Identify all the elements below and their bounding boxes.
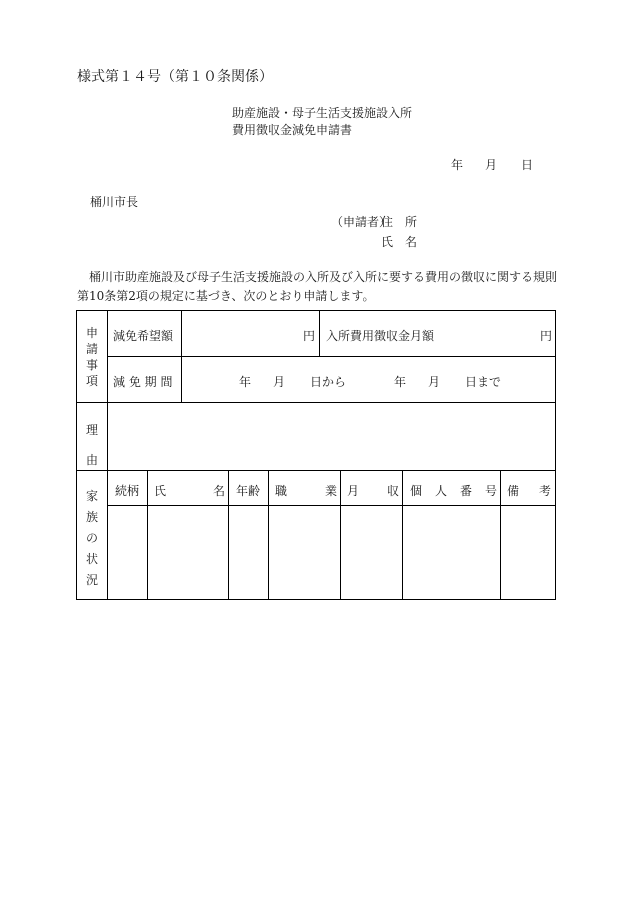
date-month: 月 xyxy=(485,158,498,172)
section-label-application: 申 請 事 項 xyxy=(85,326,98,388)
col-divider xyxy=(340,470,341,600)
col-header-mynumber-3: 番 xyxy=(460,484,473,498)
col-header-name-a: 氏 xyxy=(154,484,167,498)
col-divider xyxy=(107,311,108,402)
col-divider xyxy=(107,470,108,600)
section-label-family: 家 族 の 状 況 xyxy=(85,489,98,587)
col-divider xyxy=(147,470,148,600)
period-to-day: 日まで xyxy=(465,375,502,389)
col-divider xyxy=(268,470,269,600)
monthly-fee-yen: 円 xyxy=(540,329,553,343)
period-from-day: 日から xyxy=(310,375,347,389)
addressee: 桶川市長 xyxy=(90,195,139,209)
date-year: 年 xyxy=(451,158,464,172)
document-title-line1: 助産施設・母子生活支援施設入所 xyxy=(232,106,413,120)
col-header-age: 年齢 xyxy=(236,484,261,498)
applicant-prefix: （申請者） xyxy=(331,215,392,229)
document-title-line2: 費用徴収金減免申請書 xyxy=(232,123,353,137)
applicant-name-label: 氏 名 xyxy=(381,235,418,249)
col-divider xyxy=(319,311,320,356)
monthly-fee-label: 入所費用徴収金月額 xyxy=(326,329,435,343)
col-header-income-b: 収 xyxy=(387,484,400,498)
col-header-mynumber-4: 号 xyxy=(485,484,498,498)
col-header-job-b: 業 xyxy=(325,484,338,498)
applicant-address-label: 住 所 xyxy=(381,215,418,229)
col-header-income-a: 月 xyxy=(347,484,360,498)
desired-reduction-yen: 円 xyxy=(303,329,316,343)
col-header-remarks-b: 考 xyxy=(539,484,552,498)
desired-reduction-label: 減免希望額 xyxy=(113,329,174,343)
reduction-period-label: 減 免 期 間 xyxy=(113,375,173,389)
row-divider xyxy=(77,402,555,403)
desired-reduction-field[interactable] xyxy=(181,321,319,349)
body-text-line1: 桶川市助産施設及び母子生活支援施設の入所及び入所に要する費用の徴収に関する規則 xyxy=(89,270,558,284)
col-header-mynumber-1: 個 xyxy=(410,484,423,498)
col-header-job-a: 職 xyxy=(275,484,288,498)
period-to-year: 年 xyxy=(394,375,407,389)
period-to-month: 月 xyxy=(428,375,441,389)
monthly-fee-field[interactable] xyxy=(437,321,537,349)
col-header-remarks-a: 備 xyxy=(507,484,520,498)
col-divider xyxy=(500,470,501,600)
period-from-year: 年 xyxy=(239,375,252,389)
row-divider xyxy=(107,505,555,506)
row-divider xyxy=(107,356,555,357)
form-number: 様式第１４号（第１０条関係） xyxy=(77,69,273,85)
row-divider xyxy=(77,470,555,471)
col-divider xyxy=(107,402,108,470)
col-header-mynumber-2: 人 xyxy=(435,484,448,498)
application-form-table xyxy=(76,310,556,600)
period-from-month: 月 xyxy=(273,375,286,389)
body-text xyxy=(77,268,557,306)
col-divider xyxy=(402,470,403,600)
col-divider xyxy=(228,470,229,600)
col-header-relation: 続柄 xyxy=(115,484,140,498)
section-label-reason: 理 由 xyxy=(85,423,98,467)
col-header-name-b: 名 xyxy=(213,484,226,498)
reason-field[interactable] xyxy=(113,407,549,465)
date-day: 日 xyxy=(521,158,534,172)
body-text-line2: 第10条第2項の規定に基づき、次のとおり申請します。 xyxy=(77,289,375,303)
